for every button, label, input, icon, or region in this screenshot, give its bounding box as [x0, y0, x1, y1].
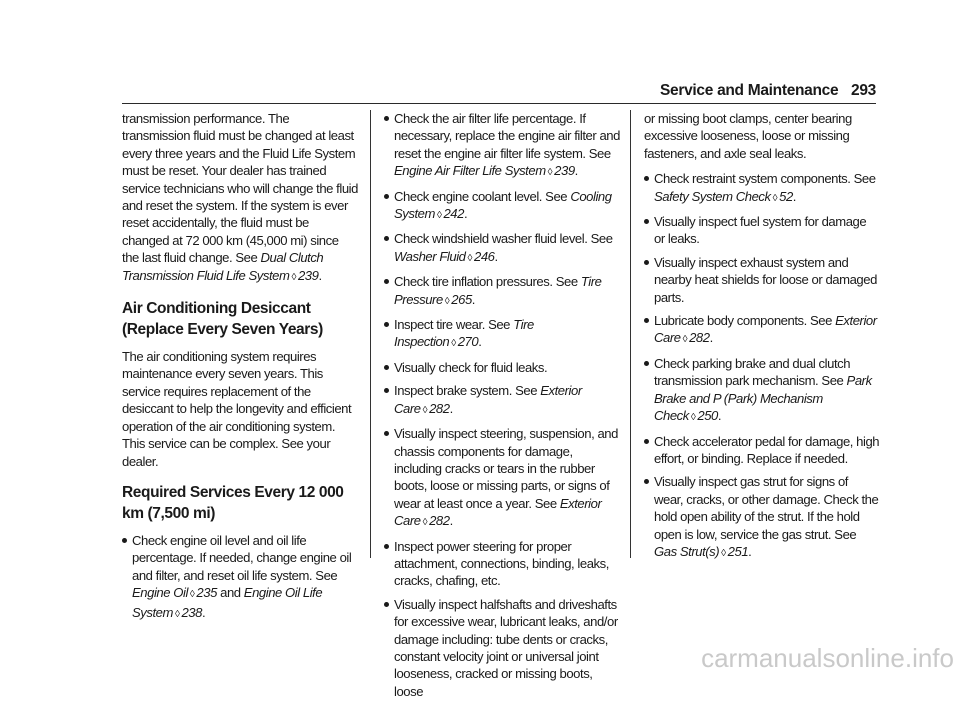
xref-link[interactable]: Exterior Care — [654, 313, 877, 346]
page-ref-icon: ◊ — [547, 167, 553, 179]
page-ref-icon: ◊ — [467, 252, 472, 264]
page-ref-icon: ◊ — [721, 547, 726, 559]
page-ref-icon: ◊ — [690, 412, 696, 424]
item-text: Check tire inflation pressures. See — [394, 274, 581, 290]
intro-paragraph — [122, 110, 358, 286]
item-text: Check windshield washer fluid level. See — [394, 231, 613, 247]
xref-page[interactable]: 282 — [429, 400, 450, 416]
page-ref-icon: ◊ — [444, 295, 450, 307]
item-text: Visually inspect gas strut for signs of wear, cracks, or other damage. Check the hold open ability of the strut. If the hold open is low, service the gas strut. See — [654, 474, 879, 542]
page-ref-icon: ◊ — [422, 404, 428, 416]
list-item: Visually check for fluid leaks. — [384, 359, 620, 376]
xref-page[interactable]: 242 — [443, 206, 464, 222]
page-ref-icon: ◊ — [174, 608, 180, 620]
xref-page[interactable]: 251 — [727, 543, 749, 559]
xref-page[interactable]: 239 — [297, 267, 319, 283]
page-number: 293 — [851, 82, 876, 99]
list-item — [122, 532, 358, 623]
list-item: Visually inspect gas strut for signs of wear, cracks, or other damage. Check the hold open ability of the strut. If the hold open is low, service the gas strut. See Gas Strut(s) ◊ 251. — [644, 473, 880, 562]
header-rule — [122, 103, 876, 104]
list-item: Check tire inflation pressures. See Tire Pressure ◊ 265. — [384, 273, 620, 310]
item-text: Check parking brake and dual clutch transmission park mechanism. See — [654, 355, 851, 389]
intro-end: . — [318, 267, 322, 283]
page-ref-icon: ◊ — [189, 589, 195, 601]
column-left — [122, 110, 358, 629]
xref-link[interactable]: Exterior Care — [394, 383, 582, 416]
xref-link[interactable]: Dual Clutch Transmission Fluid Life System — [122, 250, 324, 283]
xref-page[interactable]: 239 — [554, 163, 575, 179]
services-list-2 — [384, 110, 620, 700]
list-item: Check accelerator pedal for damage, high effort, or binding. Replace if needed. — [644, 433, 880, 468]
page-ref-icon: ◊ — [422, 517, 428, 529]
item-text: Inspect tire wear. See — [394, 317, 514, 333]
xref-page[interactable]: 282 — [429, 513, 450, 529]
item-text: Check restraint system components. See — [654, 171, 876, 187]
page-ref-icon: ◊ — [772, 192, 778, 204]
item-text: Visually inspect steering, suspension, and chassis components for damage, including cracks or tears in the rubber boots, loose or missing parts, or signs of wear at least once a year. See — [394, 426, 618, 511]
oil-and: and — [216, 585, 244, 601]
xref-link[interactable]: Safety System Check — [654, 188, 771, 204]
xref-page[interactable]: 265 — [451, 291, 472, 307]
list-item: Visually inspect steering, suspension, and chassis components for damage, including cracks or tears in the rubber boots, loose or missing parts, or signs of wear at least once a year. See Exterior Care ◊ 282. — [384, 425, 620, 531]
page-ref-icon: ◊ — [436, 210, 442, 222]
page-ref-icon: ◊ — [682, 334, 688, 346]
continued-text: or missing boot clamps, center bearing excessive looseness, loose or missing fasteners, and axle seal leaks. — [644, 111, 852, 161]
xref-link[interactable]: Tire Inspection — [394, 317, 534, 350]
oil-end: . — [201, 604, 206, 620]
item-text: Check the air filter life percentage. If necessary, replace the engine air filter and reset the engine air filter life system. See — [394, 111, 620, 161]
list-item: Check engine coolant level. See Cooling System ◊ 242. — [384, 188, 620, 225]
column-divider — [630, 110, 631, 558]
intro-text: transmission performance. The transmission fluid must be changed at least every three years and the Fluid Life System must be reset. Your dealer has trained service technicians who will change the fluid and reset the system. If the system is ever reset accidentally, the fluid must be changed at 72 000 km (45,000 mi) since the last fluid change. See — [122, 111, 358, 266]
list-item: Check parking brake and dual clutch transmission park mechanism. See Park Brake and P (Park) Mechanism Check ◊ 250. — [644, 355, 880, 427]
xref-link[interactable]: Park Brake and P (Park) Mechanism Check — [654, 373, 872, 424]
column-right — [644, 110, 880, 568]
list-item: Inspect tire wear. See Tire Inspection ◊ 270. — [384, 316, 620, 353]
column-middle — [384, 110, 620, 706]
item-text: Check engine coolant level. See — [394, 188, 571, 204]
list-item: Visually inspect exhaust system and nearby heat shields for loose or damaged parts. — [644, 254, 880, 306]
item-text: Lubricate body components. See — [654, 313, 836, 329]
ac-desiccant-paragraph: The air conditioning system requires maintenance every seven years. This service requires replacement of the desiccant to help the longevity and efficient operation of the air conditioning system. This service can be complex. See your dealer. — [122, 349, 352, 469]
xref-page[interactable]: 250 — [697, 408, 718, 424]
watermark: carmanualsonline.info — [701, 643, 954, 673]
page-header — [660, 82, 876, 100]
xref-link[interactable]: Exterior Care — [394, 495, 602, 529]
list-item: Check the air filter life percentage. If necessary, replace the engine air filter and reset the engine air filter life system. See Engine Air Filter Life System ◊ 239. — [384, 110, 620, 182]
heading-ac-desiccant: Air Conditioning Desiccant (Replace Every Seven Years) — [122, 300, 323, 339]
services-list-3 — [644, 170, 880, 562]
oil-text: Check engine oil level and oil life percentage. If needed, change engine oil and filter, and reset oil life system. See — [132, 532, 352, 583]
xref-page[interactable]: 52 — [779, 188, 793, 204]
list-item: Inspect power steering for proper attachment, connections, binding, leaks, cracks, chafing, etc. — [384, 538, 620, 590]
xref-link[interactable]: Washer Fluid — [394, 248, 466, 264]
xref-link[interactable]: Engine Oil — [132, 585, 188, 601]
list-item: Visually inspect halfshafts and driveshafts for excessive wear, lubricant leaks, and/or damage including: tube dents or cracks, constant velocity joint or universal joint looseness, cracked or missing boots, loose — [384, 596, 620, 700]
xref-page[interactable]: 270 — [457, 334, 479, 350]
xref-page[interactable]: 235 — [196, 585, 217, 601]
xref-page[interactable]: 246 — [474, 248, 495, 264]
item-text: Inspect brake system. See — [394, 383, 541, 399]
list-item: Visually inspect fuel system for damage or leaks. — [644, 213, 880, 248]
column-divider — [370, 110, 371, 558]
xref-link[interactable]: Cooling System — [394, 188, 612, 222]
required-services-list — [122, 532, 358, 623]
section-title: Service and Maintenance — [660, 82, 839, 99]
xref-link[interactable]: Engine Oil Life System — [132, 585, 323, 620]
xref-link[interactable]: Gas Strut(s) — [654, 543, 720, 559]
page-ref-icon: ◊ — [451, 338, 456, 350]
xref-page[interactable]: 282 — [689, 330, 710, 346]
xref-link[interactable]: Engine Air Filter Life System — [394, 163, 546, 179]
list-item: Inspect brake system. See Exterior Care ◊ 282. — [384, 382, 620, 419]
xref-page[interactable]: 238 — [181, 604, 202, 620]
list-item: Check restraint system components. See Safety System Check ◊ 52. — [644, 170, 880, 207]
list-item: Check windshield washer fluid level. See Washer Fluid ◊ 246. — [384, 230, 620, 267]
list-item: Lubricate body components. See Exterior Care ◊ 282. — [644, 312, 880, 349]
page-ref-icon: ◊ — [291, 271, 296, 283]
heading-required-services: Required Services Every 12 000 km (7,500 mi) — [122, 483, 344, 522]
xref-link[interactable]: Tire Pressure — [394, 274, 602, 307]
